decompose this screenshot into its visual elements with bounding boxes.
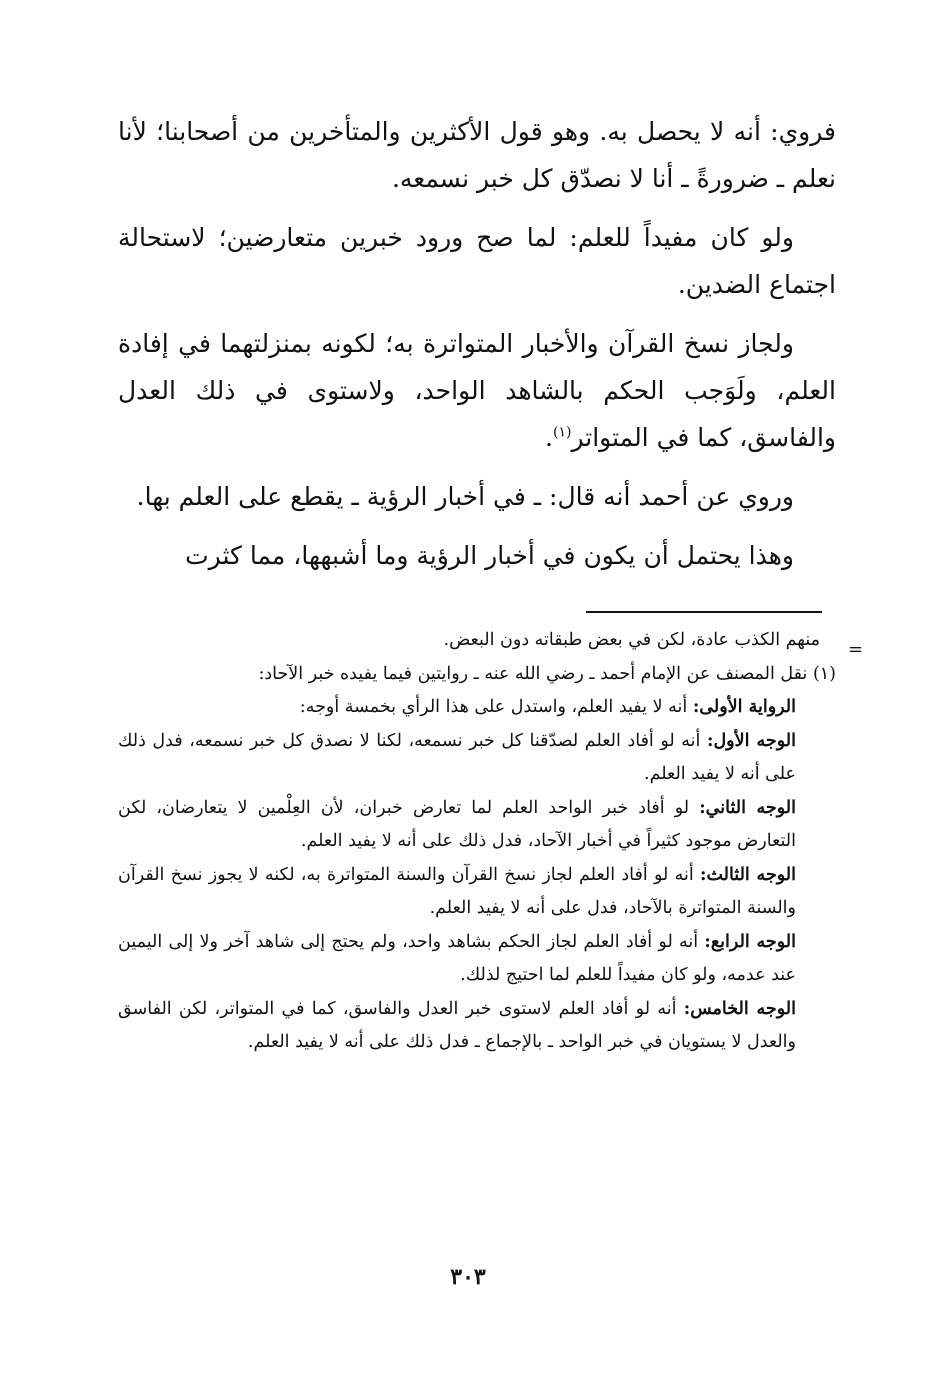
wajh-3-text: أنه لو أفاد العلم لجاز نسخ القرآن والسنة المتواترة به، لكنه لا يجوز نسخ القرآن والسنة المتواترة بالآحاد، فدل على أنه لا يفيد العلم. <box>118 864 796 918</box>
wajh-5 <box>118 993 836 1060</box>
wajh-4 <box>118 926 836 993</box>
footnote-1-number: (١) <box>812 663 836 684</box>
riwaya-first-text: أنه لا يفيد العلم، واستدل على هذا الرأي بخمسة أوجه: <box>299 697 688 717</box>
paragraph-5: وهذا يحتمل أن يكون في أخبار الرؤية وما أشبهها، مما كثرت <box>185 541 794 570</box>
paragraph-2: ولو كان مفيداً للعلم: لما صح ورود خبرين متعارضين؛ لاستحالة اجتماع الضدين. <box>118 223 836 299</box>
wajh-4-text: أنه لو أفاد العلم لجاز الحكم بشاهد واحد، ولم يحتج إلى شاهد آخر ولا إلى اليمين عند عدمه، ولو كان مفيداً للعلم لما احتيج لذلك. <box>118 931 796 985</box>
wajh-4-label: الوجه الرابع: <box>704 931 796 952</box>
wajh-1-text: أنه لو أفاد العلم لصدّقنا كل خبر نسمعه، لكنا لا نصدق كل خبر نسمعه، فدل ذلك على أنه لا يفيد العلم. <box>118 730 796 784</box>
wajh-3-label: الوجه الثالث: <box>699 864 796 885</box>
footnote-continuation-mark: = <box>848 639 864 660</box>
footnote-1 <box>118 658 836 692</box>
wajh-5-text: أنه لو أفاد العلم لاستوى خبر العدل والفاسق، كما في المتواتر، لكن الفاسق والعدل لا يستويان في خبر الواحد ـ بالإجماع ـ فدل ذلك على أنه لا يفيد العلم. <box>118 998 796 1052</box>
paragraph-1: فروي: أنه لا يحصل به. وهو قول الأكثرين والمتأخرين من أصحابنا؛ لأنا نعلم ـ ضرورةً ـ أنا لا نصدّق كل خبر نسمعه. <box>118 117 836 193</box>
footnote-carryover: منهم الكذب عادة، لكن في بعض طبقاته دون البعض. <box>443 630 820 650</box>
wajh-2-label: الوجه الثاني: <box>699 797 796 818</box>
footnote-1-intro: نقل المصنف عن الإمام أحمد ـ رضي الله عنه ـ روايتين فيما يفيده خبر الآحاد: <box>258 663 808 684</box>
riwaya-first-label: الرواية الأولى: <box>692 697 796 717</box>
wajh-5-label: الوجه الخامس: <box>683 998 796 1019</box>
paragraph-3 <box>118 320 836 461</box>
page-number: ٣٠٣ <box>450 1264 486 1290</box>
wajh-2 <box>118 792 836 859</box>
footnotes <box>118 624 836 1060</box>
footnote-ref-1[interactable]: (١) <box>552 424 572 441</box>
wajh-1 <box>118 725 836 792</box>
riwaya-first <box>118 691 836 725</box>
footnote-separator <box>586 611 822 613</box>
wajh-1-label: الوجه الأول: <box>706 730 796 751</box>
wajh-3 <box>118 859 836 926</box>
paragraph-4: وروي عن أحمد أنه قال: ـ في أخبار الرؤية ـ يقطع على العلم بها. <box>136 482 794 511</box>
paragraph-3-text: ولجاز نسخ القرآن والأخبار المتواترة به؛ لكونه بمنزلتهما في إفادة العلم، ولَوَجب الحكم بالشاهد الواحد، ولاستوى في ذلك العدل والفاسق، كما في المتواتر <box>118 329 836 452</box>
paragraph-3-end: . <box>545 423 553 452</box>
wajh-2-text: لو أفاد خبر الواحد العلم لما تعارض خبران، لأن العِلْمين لا يتعارضان، لكن التعارض موجود كثيراً في أخبار الآحاد، فدل ذلك على أنه لا يفيد العلم. <box>118 797 796 851</box>
main-text <box>118 108 836 591</box>
